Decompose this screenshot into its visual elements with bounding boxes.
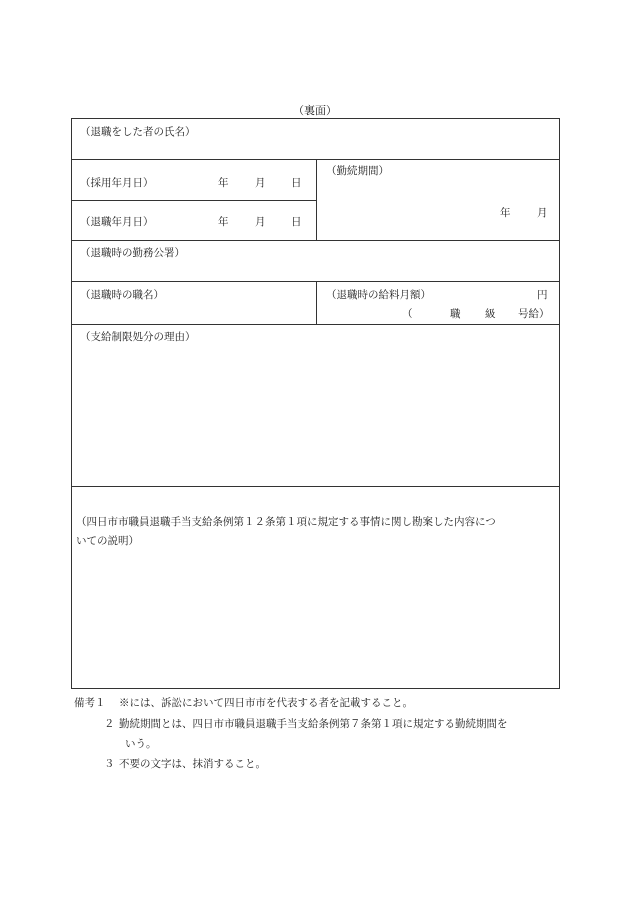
grade-class-unit: 職: [450, 308, 461, 320]
office-label: （退職時の勤務公署）: [80, 247, 185, 259]
note-3-text: 不要の文字は、抹消すること。: [119, 758, 266, 770]
service-period-label: （勤続期間）: [326, 165, 389, 177]
note-2-continuation: いう。: [125, 738, 157, 750]
note-3-number: ３: [104, 758, 115, 770]
notes-title: 備考１: [74, 697, 106, 709]
grade-level-unit: 級: [485, 308, 496, 320]
hire-date-month-unit: 月: [255, 177, 266, 189]
note-1-text: ※には、訴訟において四日市市を代表する者を記載すること。: [119, 697, 413, 709]
hire-date-label: （採用年月日）: [80, 177, 154, 189]
position-label: （退職時の職名）: [80, 289, 164, 301]
consideration-label-line2: いての説明）: [76, 535, 139, 547]
retiree-name-label: （退職をした者の氏名）: [80, 126, 196, 138]
note-2-number: ２: [104, 718, 115, 730]
note-2-text: 勤続期間とは、四日市市職員退職手当支給条例第７条第１項に規定する勤続期間を: [119, 718, 508, 730]
retire-date-day-unit: 日: [291, 216, 302, 228]
grade-step-unit: 号給）: [518, 308, 550, 320]
retire-date-year-unit: 年: [218, 216, 229, 228]
page-heading: （裏面）: [293, 104, 337, 117]
retire-date-label: （退職年月日）: [80, 216, 154, 228]
service-period-year-unit: 年: [500, 207, 511, 219]
restriction-reason-label: （支給制限処分の理由）: [80, 331, 196, 343]
consideration-label-line1: （四日市市職員退職手当支給条例第１２条第１項に規定する事情に関し勘案した内容につ: [76, 516, 496, 528]
salary-label: （退職時の給料月額）: [326, 289, 431, 301]
grade-open-paren: （: [402, 308, 413, 320]
retire-date-month-unit: 月: [255, 216, 266, 228]
hire-date-day-unit: 日: [291, 177, 302, 189]
salary-unit: 円: [537, 289, 548, 301]
service-period-month-unit: 月: [537, 207, 548, 219]
hire-date-year-unit: 年: [218, 177, 229, 189]
